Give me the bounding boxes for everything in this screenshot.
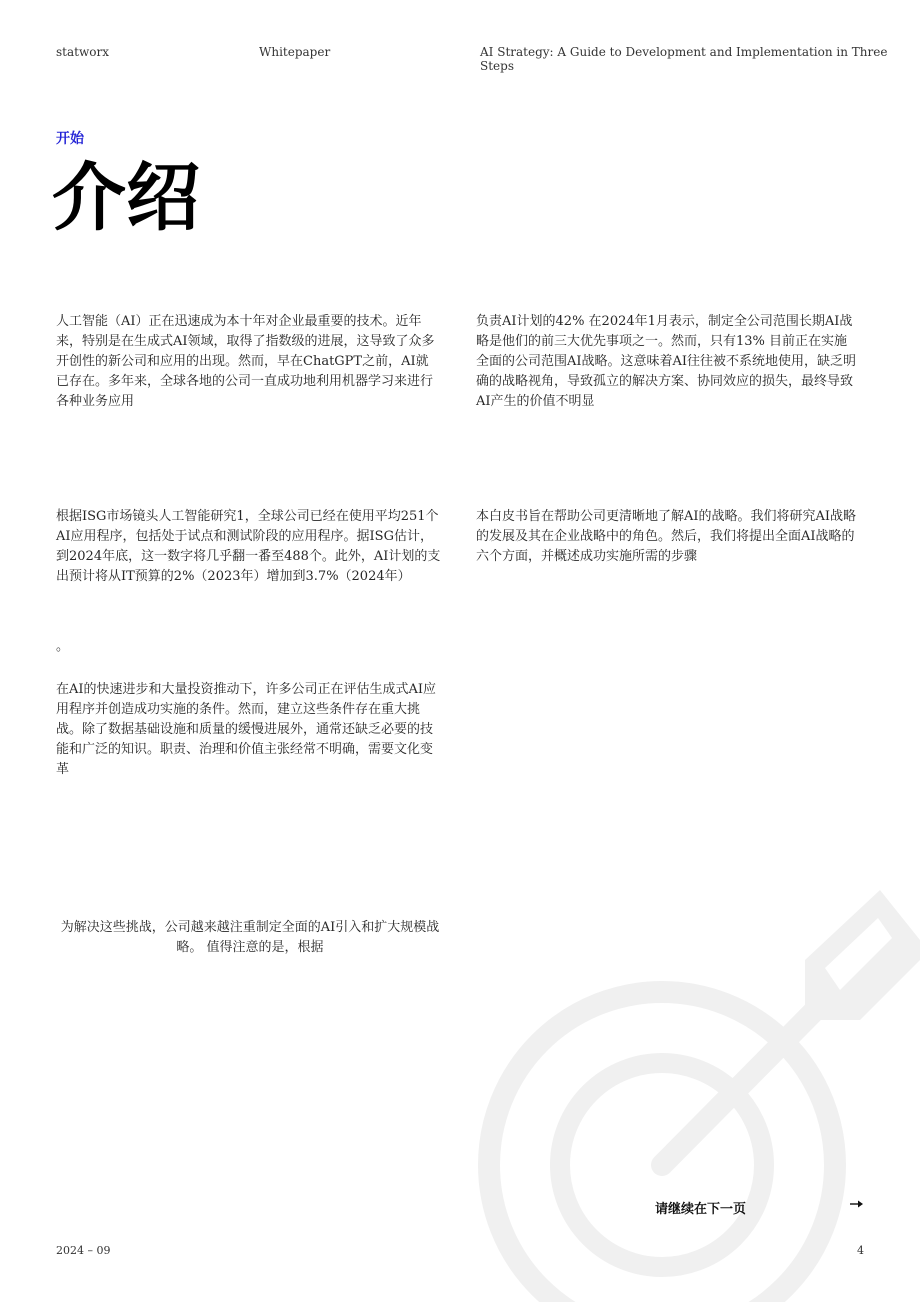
paragraph-period: 。 (56, 639, 70, 654)
arrow-right-icon[interactable] (850, 1198, 864, 1213)
paragraph-priorities: 负责AI计划的42% 在2024年1月表示，制定全公司范围长期AI战略是他们的前三大优先事项之一。然而，只有13% 目前正在实施全面的公司范围AI战略。这意味着AI往往被不系统地使用，缺乏明确的战略视角，导致孤立的解决方案、协同效应的损失，最终导致AI产生的价值不明显 (476, 314, 857, 409)
paragraph-isg-study: 根据ISG市场镜头人工智能研究1，全球公司已经在使用平均251个AI应用程序，包括处于试点和测试阶段的应用程序。据ISG估计，到2024年底，这一数字将几乎翻一番至488个。此外，AI计划的支出预计将从IT预算的2%（2023年）增加到3.7%（2024年） (56, 509, 441, 584)
header-doc-title: AI Strategy: A Guide to Development and Implementation in Three Steps (480, 45, 888, 73)
paragraph-strategy: 为解决这些挑战，公司越来越注重制定全面的AI引入和扩大规模战略。 值得注意的是，根据 (60, 920, 440, 955)
section-label: 开始 (56, 131, 84, 147)
header-brand: statworx (56, 45, 109, 59)
paragraph-intro: 人工智能（AI）正在迅速成为本十年对企业最重要的技术。近年来，特别是在生成式AI领域，取得了指数级的进展，这导致了众多开创性的新公司和应用的出现。然而，早在ChatGPT之前，AI就已存在。多年来，全球各地的公司一直成功地利用机器学习来进行各种业务应用 (56, 314, 435, 409)
header-doc-type: Whitepaper (259, 45, 331, 59)
footer-date: 2024 – 09 (56, 1244, 111, 1257)
paragraph-whitepaper-aim: 本白皮书旨在帮助公司更清晰地了解AI的战略。我们将研究AI战略的发展及其在企业战略中的角色。然后，我们将提出全面AI战略的六个方面，并概述成功实施所需的步骤 (476, 509, 857, 564)
page-title: 介绍 (52, 155, 200, 241)
continue-next-page-link[interactable]: 请继续在下一页 (655, 1202, 747, 1217)
page-number: 4 (857, 1244, 864, 1257)
paragraph-challenges: 在AI的快速进步和大量投资推动下，许多公司正在评估生成式AI应用程序并创造成功实施的条件。然而，建立这些条件存在重大挑战。除了数据基础设施和质量的缓慢进展外，通常还缺乏必要的技能和广泛的知识。职责、治理和价值主张经常不明确，需要文化变革 (56, 682, 437, 777)
